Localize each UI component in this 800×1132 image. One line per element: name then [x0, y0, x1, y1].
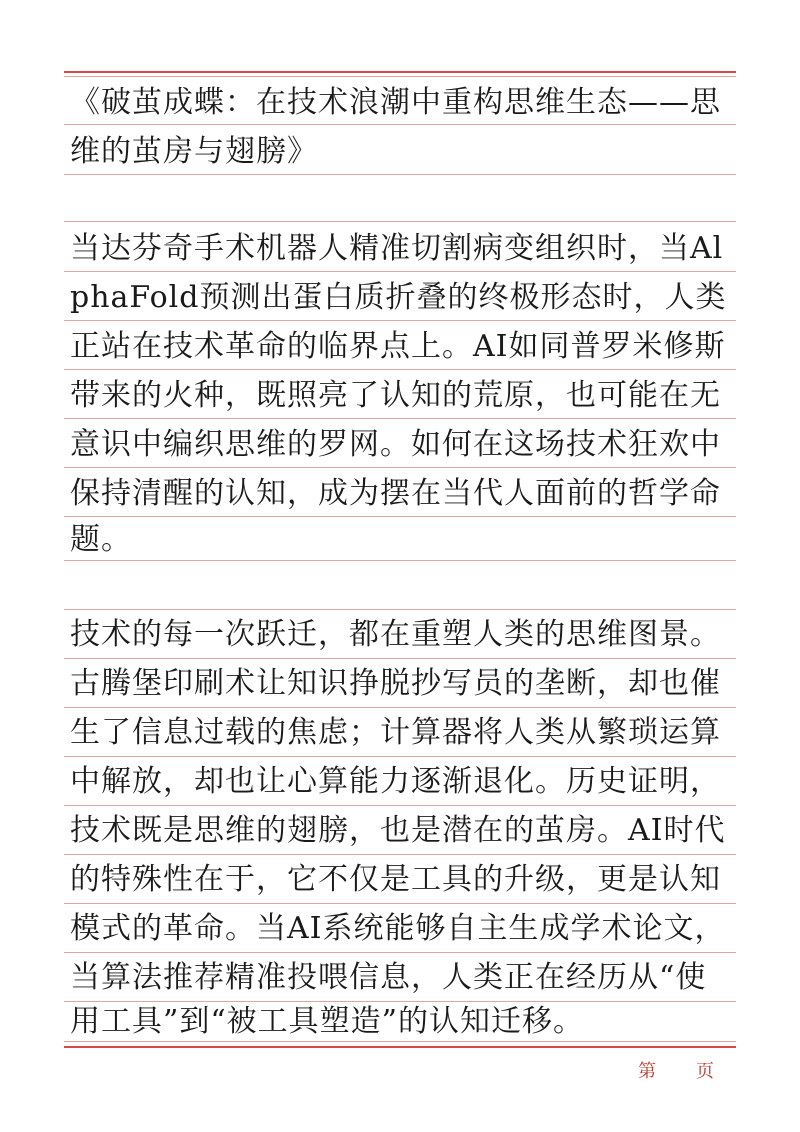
page-number-prefix: 第 [638, 1061, 656, 1082]
ruled-line [64, 805, 736, 806]
essay-title-line-1: 《破茧成蝶：在技术浪潮中重构思维生态——思 [70, 85, 721, 120]
paragraph-1-line-3: 正站在技术革命的临界点上。AI如同普罗米修斯 [70, 329, 726, 364]
essay-title-line-2: 维的茧房与翅膀》 [70, 134, 318, 169]
ruled-line [64, 221, 736, 222]
paragraph-1-line-7: 题。 [70, 522, 132, 557]
ruled-line [64, 124, 736, 125]
page-number-suffix: 页 [696, 1061, 714, 1082]
paragraph-2-line-9: 用工具”到“被工具塑造”的认知迁移。 [70, 1004, 585, 1039]
top-border-rule-thin [64, 76, 736, 77]
ruled-line [64, 756, 736, 757]
paragraph-1-line-4: 带来的火种，既照亮了认知的荒原，也可能在无 [70, 378, 721, 413]
paragraph-2-line-1: 技术的每一次跃迁，都在重塑人类的思维图景。 [70, 617, 721, 652]
ruled-line [64, 658, 736, 659]
ruled-line [64, 854, 736, 855]
paragraph-2-line-5: 技术既是思维的翅膀，也是潜在的茧房。AI时代 [70, 813, 726, 848]
ruled-line [64, 369, 736, 370]
paragraph-2-line-4: 中解放，却也让心算能力逐渐退化。历史证明， [70, 764, 721, 799]
paragraph-1-line-6: 保持清醒的认知，成为摆在当代人面前的哲学命 [70, 476, 721, 511]
ruled-line [64, 271, 736, 272]
paragraph-1-line-1: 当达芬奇手术机器人精准切割病变组织时，当Al [70, 231, 724, 266]
paragraph-2-line-8: 当算法推荐精准投喂信息，人类正在经历从“使 [70, 960, 707, 995]
paragraph-1-line-2: phaFold预测出蛋白质折叠的终极形态时，人类 [70, 280, 727, 315]
ruled-line [64, 516, 736, 517]
ruled-line [64, 903, 736, 904]
ruled-line [64, 467, 736, 468]
ruled-line [64, 560, 736, 561]
ruled-line [64, 418, 736, 419]
ruled-line [64, 952, 736, 953]
paragraph-1-line-5: 意识中编织思维的罗网。如何在这场技术狂欢中 [70, 427, 721, 462]
paragraph-2-line-6: 的特殊性在于，它不仅是工具的升级，更是认知 [70, 862, 721, 897]
ruled-line [64, 609, 736, 610]
top-border-rule [64, 71, 736, 73]
ruled-line [64, 707, 736, 708]
ruled-line [64, 320, 736, 321]
bottom-border-rule [64, 1046, 736, 1048]
paragraph-2-line-2: 古腾堡印刷术让知识挣脱抄写员的垄断，却也催 [70, 666, 721, 701]
paragraph-2-line-3: 生了信息过载的焦虑；计算器将人类从繁琐运算 [70, 715, 721, 750]
ruled-line [64, 174, 736, 175]
paragraph-2-line-7: 模式的革命。当AI系统能够自主生成学术论文， [70, 911, 726, 946]
